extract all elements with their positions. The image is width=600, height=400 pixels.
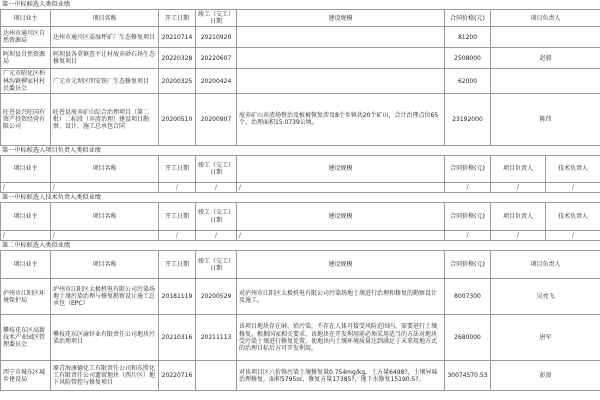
cell-name: 泸州市江阳区太极机电有限公司污染场地土壤污染治理与修复勘察设计施工总承包（EPC） [51, 279, 159, 315]
cell-finish [196, 361, 237, 391]
header-owner: 项目业主 [1, 155, 51, 182]
cell-price: 2508000 [445, 48, 491, 69]
header-name: 项目名称 [51, 203, 159, 231]
cell-pm: 陈伟 [491, 93, 600, 145]
cell-blank: / [159, 182, 196, 192]
cell-finish: 20200424 [196, 69, 237, 94]
cell-name: 广元市元坝区明安铁厂生态修复项目 [51, 69, 159, 94]
cell-scale: 对该项目区六价铬污染土壤修复量0.754mg/kg，土方量6498?，土壤异味治理修复，面积5795㎡，修复方量17385?，地下水修复15190.5?。 [237, 361, 445, 391]
cell-pm: 赵毅 [491, 48, 600, 69]
table-row [1, 315, 600, 361]
cell-blank: / [237, 231, 445, 241]
cell-blank: / [445, 231, 491, 241]
cell-name: 旺苍县废弃矿山综合治理项目（第二批）二标段（弃渣治理）建设项目勘察、设计、施工总承包合同 [51, 93, 159, 145]
cell-owner: 西宁市城东区城乡建设局 [1, 361, 51, 391]
table-row [1, 93, 600, 145]
header-start: 开工日期 [159, 251, 196, 279]
cell-owner: 达州市通川区自然资源局 [1, 27, 51, 48]
cell-name: 阿坝县各莫镇查不让村废弃砂石场生态修复项目 [51, 48, 159, 69]
table-row [1, 27, 600, 48]
header-pm: 项目负责人 [491, 10, 600, 27]
header-pm: 项目负责人 [491, 155, 546, 182]
cell-start: 20220716 [159, 361, 196, 391]
header-finish: 竣工（交工）日期 [196, 251, 237, 279]
cell-blank: / [196, 231, 237, 241]
section-title-3: 第一中标候选人技术负责人类似业绩 [2, 194, 101, 202]
header-price: 合同价格(元) [445, 251, 491, 279]
header-scale: 建设规模 [237, 203, 445, 231]
cell-pm: 彭浚 [491, 361, 600, 391]
cell-blank: / [445, 182, 491, 192]
cell-price: 23192000 [445, 93, 491, 145]
cell-owner: 阿坝县自然资源局 [1, 48, 51, 69]
cell-blank: / [196, 182, 237, 192]
cell-blank: / [491, 231, 546, 241]
cell-price: 8007300 [445, 279, 491, 315]
header-start: 开工日期 [159, 203, 196, 231]
header-finish: 竣工（交工）日期 [196, 155, 237, 182]
cell-price: 62000 [445, 69, 491, 94]
section-title-1: 第一中标候选人类似业绩 [2, 1, 71, 8]
header-finish: 竣工（交工）日期 [196, 203, 237, 231]
table-first-candidate-pm-performance [0, 155, 600, 193]
cell-price: 30074570.53 [445, 361, 491, 391]
table-row [1, 48, 600, 69]
cell-blank: / [159, 231, 196, 241]
cell-start: 20210316 [159, 315, 196, 361]
table-header [1, 155, 600, 182]
header-pm: 项目负责人 [491, 203, 546, 231]
cell-price: 81200 [445, 27, 491, 48]
cell-finish: 20200907 [196, 93, 237, 145]
cell-blank: / [491, 182, 546, 192]
table-first-candidate-performance [0, 9, 600, 146]
cell-start: 20220328 [159, 48, 196, 69]
cell-scale [237, 48, 445, 69]
table-header [1, 203, 600, 231]
cell-scale: 对泸州市江阳区太极机电有限公司污染场地土壤进行治理和修复的勘察设计及施工。 [237, 279, 445, 315]
cell-finish: 20210920 [196, 27, 237, 48]
cell-name: 攀枝花东区渝锌业有限责任公司地块污染治理项目 [51, 315, 159, 361]
table-second-candidate-performance [0, 250, 600, 391]
table-header [1, 251, 600, 279]
cell-name: 达州市通川区姜湿坪矿厂生态修复项目 [51, 27, 159, 48]
section-title-4: 第二中标候选人类似业绩 [2, 242, 71, 250]
cell-price: 2680000 [445, 315, 491, 361]
cell-blank: / [1, 231, 51, 241]
header-name: 项目名称 [51, 155, 159, 182]
header-start: 开工日期 [159, 10, 196, 27]
cell-pm: 吴亮飞 [491, 279, 600, 315]
header-scale: 建设规模 [237, 155, 445, 182]
header-scale: 建设规模 [237, 251, 445, 279]
cell-start: 20181119 [159, 279, 196, 315]
cell-owner: 旺苍县兴旺国有资产投资经营有限公司 [1, 93, 51, 145]
cell-owner: 攀枝花东区高新技术产业园区管理委员会 [1, 315, 51, 361]
cell-pm [491, 69, 600, 94]
cell-blank: / [237, 182, 445, 192]
table-header [1, 10, 600, 27]
cell-finish: 20200529 [196, 279, 237, 315]
cell-finish: 20220607 [196, 48, 237, 69]
cell-owner: 广元市昭化区柏林沟镇柳家村村民委员会 [1, 69, 51, 94]
cell-scale [237, 69, 445, 94]
cell-start: 20210714 [159, 27, 196, 48]
header-pm: 项目负责人 [491, 251, 600, 279]
cell-finish: 20211113 [196, 315, 237, 361]
cell-blank: / [546, 231, 600, 241]
header-owner: 项目业主 [1, 251, 51, 279]
cell-start: 20200510 [159, 93, 196, 145]
header-name: 项目名称 [51, 10, 159, 27]
table-row [1, 361, 600, 391]
table-row [1, 279, 600, 315]
header-scale: 建设规模 [237, 10, 445, 27]
cell-scale: 该项目地块存在砷、铅污染，不存在人体可接受风险范围内，需要进行土壤修复。根据国家相关要求，该地块在开发利用前必须采用适当的方法对地块受污染土壤进行修复处置，使地块内土壤环境质量达到满足于未来用地方式的治理目标后方可开发利用。 [237, 315, 445, 361]
cell-scale: 废弃矿山弃渣场整治及植被恢复涉及8个乡镇共20个矿山，合计治理点位65个，治理面积15.0739公顷。 [237, 93, 445, 145]
cell-blank: / [51, 182, 159, 192]
table-first-candidate-tech-performance [0, 202, 600, 241]
header-owner: 项目业主 [1, 203, 51, 231]
table-row [1, 231, 600, 241]
cell-scale [237, 27, 445, 48]
cell-blank: / [51, 231, 159, 241]
cell-pm: 唐军 [491, 315, 600, 361]
cell-blank: / [1, 182, 51, 192]
cell-blank: / [546, 182, 600, 192]
cell-start: 20200325 [159, 69, 196, 94]
cell-owner: 泸州市江阳区环境保护局 [1, 279, 51, 315]
table-row [1, 69, 600, 94]
table-row [1, 182, 600, 192]
header-price: 合同价格(元) [445, 10, 491, 27]
header-price: 合同价格(元) [445, 155, 491, 182]
cell-pm [491, 27, 600, 48]
header-tech: 技术负责人 [546, 155, 600, 182]
header-owner: 项目业主 [1, 10, 51, 27]
header-start: 开工日期 [159, 155, 196, 182]
header-finish: 竣工（交工）日期 [196, 10, 237, 27]
cell-name: 原青海康德化工有限责任公司和东胜化工有限责任公司遗留地块（西片区）地下风险管控与修复项目 [51, 361, 159, 391]
section-title-2: 第一中标候选人项目负责人类似业绩 [2, 146, 101, 154]
header-name: 项目名称 [51, 251, 159, 279]
header-price: 合同价格(元) [445, 203, 491, 231]
header-tech: 技术负责人 [546, 203, 600, 231]
